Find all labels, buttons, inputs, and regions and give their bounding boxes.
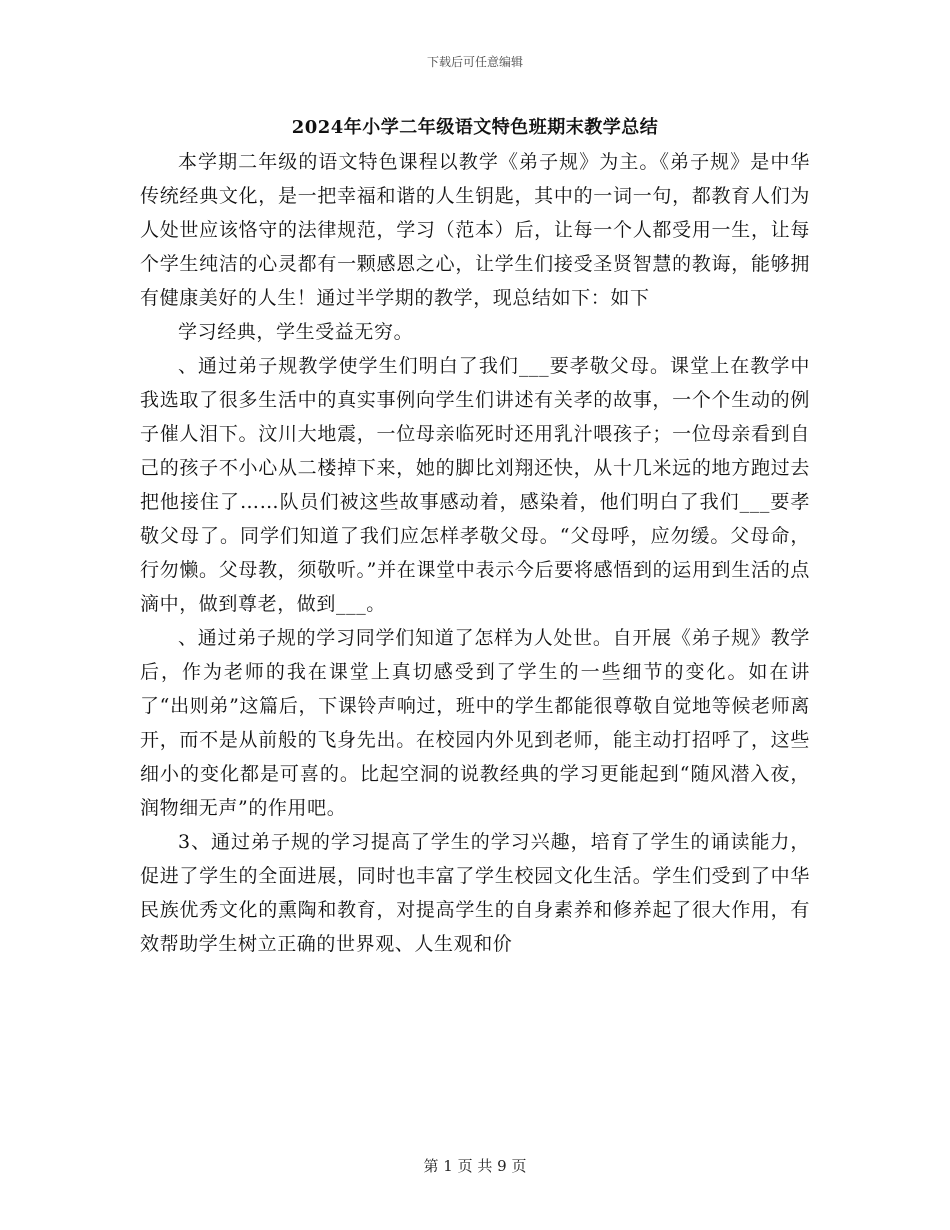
paragraph-interest: 3、通过弟子规的学习提高了学生的学习兴趣，培育了学生的诵读能力，促进了学生的全面进展，同时也丰富了学生校园文化生活。学生们受到了中华民族优秀文化的熏陶和教育，对提高学生的自身素养和修养起了很大作用，有效帮助学生树立正确的世界观、人生观和价 — [140, 831, 810, 955]
paragraph-heading-classics: 学习经典，学生受益无穷。 — [178, 321, 414, 343]
paragraph-conduct: 、通过弟子规的学习同学们知道了怎样为人处世。自开展《弟子规》教学后，作为老师的我在课堂上真切感受到了学生的一些细节的变化。如在讲了“出则弟”这篇后，下课铃声响过，班中的学生都能很尊敬自觉地等候老师离开，而不是从前般的飞身先出。在校园内外见到老师，能主动打招呼了，这些细小的变化都是可喜的。比起空洞的说教经典的学习更能起到“随风潜入夜，润物细无声”的作用吧。 — [140, 627, 810, 819]
download-note: 下载后可任意编辑 — [426, 55, 523, 69]
paragraph-intro: 本学期二年级的语文特色课程以教学《弟子规》为主。《弟子规》是中华传统经典文化，是一把幸福和谐的人生钥匙，其中的一词一句，都教育人们为人处世应该恪守的法律规范，学习（范本）后，让每一个人都受用一生，让每个学生纯洁的心灵都有一颗感恩之心，让学生们接受圣贤智慧的教诲，能够拥有健康美好的人生！通过半学期的教学，现总结如下：如下 — [140, 151, 810, 309]
paragraph-filial-piety: 、通过弟子规教学使学生们明白了我们___要孝敬父母。课堂上在教学中我选取了很多生活中的真实事例向学生们讲述有关孝的故事，一个个生动的例子催人泪下。汶川大地震，一位母亲临死时还用乳汁喂孩子；一位母亲看到自己的孩子不小心从二楼掉下来，她的脚比刘翔还快，从十几米远的地方跑过去把他接住了……队员们被这些故事感动着，感染着，他们明白了我们___要孝敬父母了。同学们知道了我们应怎样孝敬父母。“父母呼，应勿缓。父母命，行勿懒。父母教，须敬听。”并在课堂中表示今后要将感悟到的运用到生活的点滴中，做到尊老，做到___。 — [140, 355, 810, 615]
document-title: 2024年小学二年级语文特色班期末教学总结 — [291, 117, 659, 138]
document-body — [140, 113, 810, 961]
page-number: 第 1 页 共 9 页 — [423, 1157, 527, 1175]
